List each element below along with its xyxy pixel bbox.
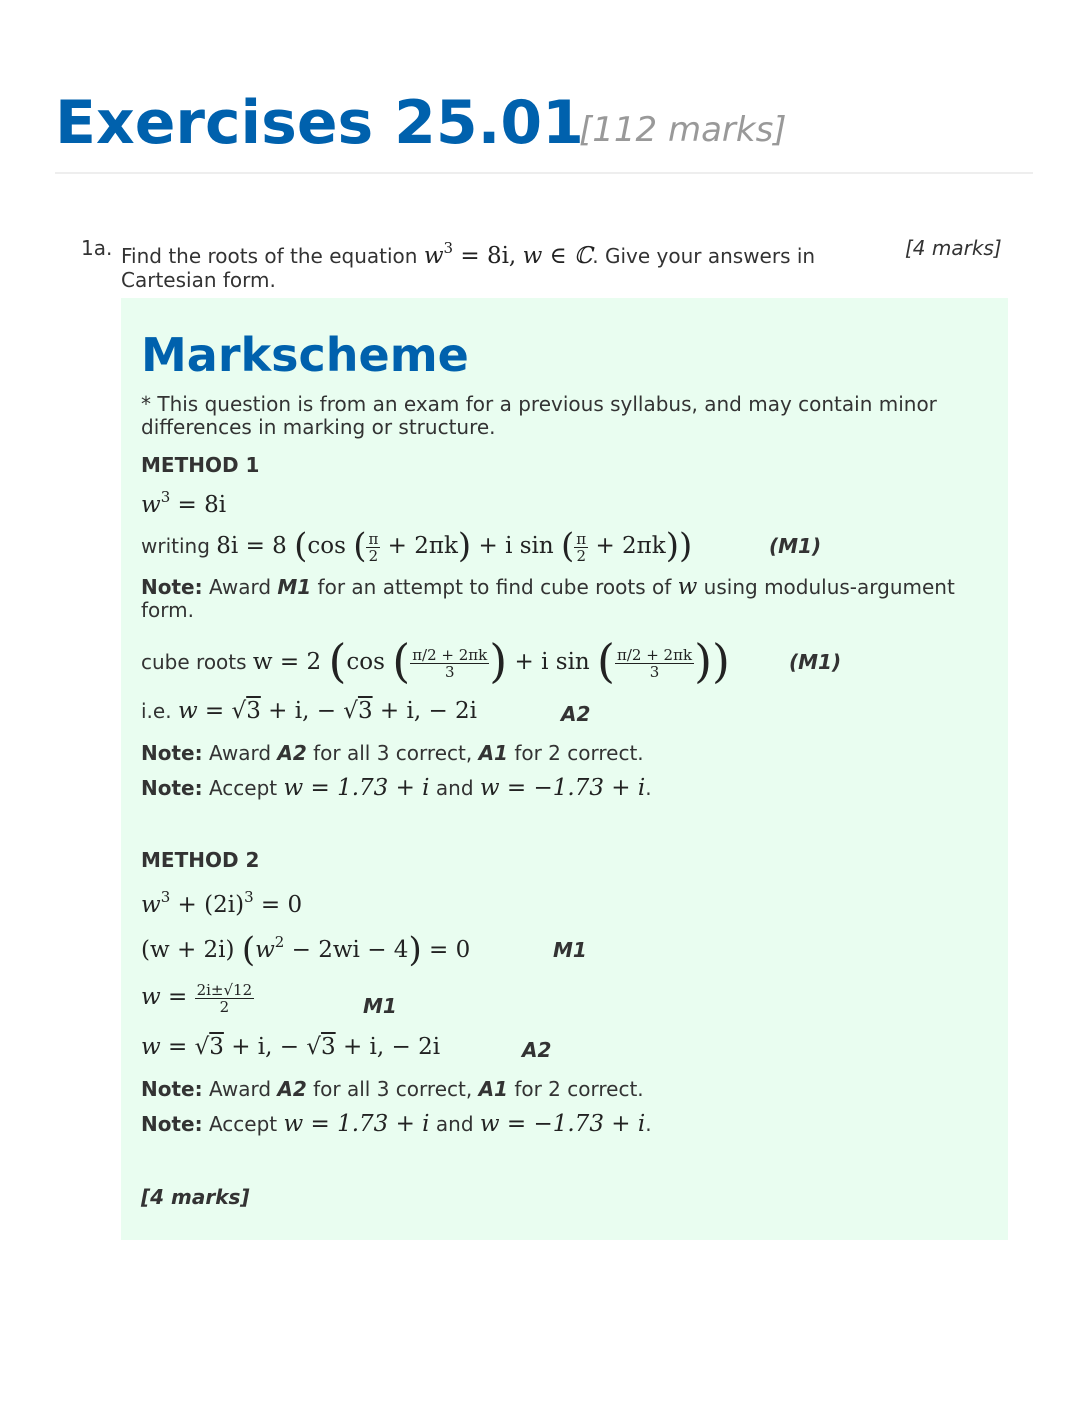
open-paren: ( (353, 526, 367, 566)
ie-label: i.e. (141, 699, 178, 723)
note-text: for all 3 correct, (306, 741, 479, 765)
method1-writing-label: writing (141, 534, 217, 558)
note-text: Award (202, 741, 278, 765)
frac-denominator: 2 (576, 547, 586, 565)
page-header (55, 82, 1033, 174)
note-text: Award (202, 1077, 278, 1101)
note-eq: w = 1.73 + i (283, 1111, 430, 1137)
method1-writing-a: 8i = 8 (216, 533, 295, 559)
close-paren: ) (665, 526, 680, 566)
method1-eq1-pow: 3 (160, 488, 171, 506)
frac-numerator: π/2 + 2πk (412, 646, 488, 664)
question-text (121, 236, 861, 292)
method2-eq2-c: − 2wi − 4 (284, 937, 409, 963)
close-paren: ) (489, 634, 508, 688)
method1-note2 (141, 741, 644, 765)
method1-writing (141, 526, 692, 566)
method1-ie (141, 698, 477, 724)
method1-plus-isin: + i sin (471, 533, 562, 559)
close-paren: ) (712, 634, 730, 688)
frac-numerator: π (368, 530, 379, 548)
method2-eq2-mark: M1 (553, 938, 587, 962)
method2-eq1-c: = 0 (253, 892, 303, 918)
note-text: for an attempt to find cube roots of (311, 575, 678, 599)
method1-heading: METHOD 1 (141, 453, 260, 477)
method2-eq2-b: w (255, 937, 275, 963)
method2-eq3-frac (195, 982, 255, 1015)
note-text: . (645, 1112, 652, 1136)
open-paren: ( (561, 526, 575, 566)
method2-eq3-a: w = (141, 984, 195, 1010)
frac-denominator: 3 (649, 663, 660, 681)
page-title: Exercises 25.01 (55, 88, 584, 158)
method2-eq3-mark: M1 (363, 994, 397, 1018)
method2-eq1-b: + (2i) (170, 892, 245, 918)
open-paren: ( (294, 526, 308, 566)
method1-eq1-rhs: = 8i (170, 492, 227, 518)
note-eq: w = −1.73 + i (479, 775, 646, 801)
question-eq-rest: = 8i, (453, 243, 517, 269)
question-domain: w ∈ ℂ (522, 243, 593, 269)
cube-frac (410, 647, 489, 680)
frac-denominator: 3 (444, 663, 455, 681)
sqrt-sign: √ (343, 698, 358, 724)
method2-eq1 (141, 888, 302, 918)
note-text: for 2 correct. (507, 1077, 644, 1101)
note-text: Accept (202, 776, 284, 800)
note-mark: M1 (277, 575, 312, 599)
method2-eq1-a: w (141, 892, 161, 918)
note-label: Note: (141, 1112, 203, 1136)
close-paren: ) (457, 526, 472, 566)
ie-a: w = (177, 698, 232, 724)
method1-frac-2 (574, 531, 588, 564)
note-w: w (677, 574, 698, 600)
method2-eq4-mark: A2 (522, 1038, 552, 1062)
total-marks: [112 marks] (579, 110, 787, 150)
method2-eq3 (141, 982, 254, 1015)
note-text: Award (202, 575, 278, 599)
note-label: Note: (141, 575, 203, 599)
method2-eq4-c: + i, − 2i (335, 1034, 441, 1060)
note-mark: A1 (478, 1077, 508, 1101)
frac-numerator: π (576, 530, 587, 548)
method2-eq2-d: = 0 (421, 937, 471, 963)
note-text: . (645, 776, 652, 800)
method1-ie-mark: A2 (561, 702, 591, 726)
method2-eq4-sqrt3: 3 (209, 1034, 224, 1060)
method1-plus-2pik-2: + 2πk (588, 533, 666, 559)
note-mark: A2 (277, 1077, 307, 1101)
method1-cos: cos (307, 533, 354, 559)
sqrt-sign: √ (194, 1034, 210, 1060)
question-eq-pow: 3 (443, 239, 454, 257)
method1-eq1 (141, 488, 226, 518)
method2-eq4-b: + i, − (223, 1034, 307, 1060)
method1-writing-mark: (M1) (769, 534, 822, 558)
markscheme-disclaimer: * This question is from an exam for a previous syllabus, and may contain minor differences in marking or structure. (141, 392, 937, 439)
cube-plus-isin: + i sin (507, 649, 598, 675)
note-label: Note: (141, 741, 203, 765)
ie-sqrt3-2: 3 (357, 698, 373, 724)
ie-c: + i, − 2i (372, 698, 478, 724)
close-paren: ) (679, 526, 693, 566)
method2-eq4-a: w = (141, 1034, 195, 1060)
markscheme-panel (121, 298, 1008, 1240)
method2-eq2 (141, 930, 470, 970)
question-text-a: Find the roots of the equation (121, 244, 418, 268)
question-number: 1a. (81, 236, 113, 260)
note-text: and (429, 1112, 480, 1136)
cube-a: w = 2 (252, 649, 329, 675)
note-text: using modulus-argument form. (141, 575, 955, 622)
frac-numerator: 2i±√12 (196, 981, 253, 999)
note-text: Accept (202, 1112, 284, 1136)
frac-denominator: 2 (219, 998, 230, 1016)
open-paren: ( (328, 634, 347, 688)
markscheme-title: Markscheme (141, 328, 469, 382)
cube-label: cube roots (141, 650, 253, 674)
method1-cube-roots (141, 634, 730, 688)
method2-note2 (141, 1111, 652, 1137)
ie-sqrt3: 3 (246, 698, 261, 724)
open-paren: ( (392, 634, 411, 688)
cube-cos: cos (346, 649, 393, 675)
method2-note1 (141, 1077, 644, 1101)
close-paren: ) (408, 930, 422, 970)
method1-cube-mark: (M1) (789, 650, 842, 674)
note-mark: A1 (478, 741, 508, 765)
frac-numerator: π/2 + 2πk (617, 646, 693, 664)
cube-frac-2 (615, 647, 694, 680)
open-paren: ( (597, 634, 615, 688)
method1-note1 (141, 576, 961, 622)
note-label: Note: (141, 776, 203, 800)
method1-eq1-lhs: w (141, 492, 161, 518)
question-eq-w: w (423, 243, 444, 269)
method2-eq2-pow: 2 (274, 933, 285, 951)
question-text-b: . Give your answers in Cartesian form. (121, 244, 816, 292)
note-eq: w = −1.73 + i (479, 1111, 646, 1137)
method2-eq1-pow: 3 (160, 888, 171, 906)
frac-denominator: 2 (368, 547, 379, 565)
note-text: for all 3 correct, (306, 1077, 479, 1101)
method2-eq4 (141, 1034, 440, 1060)
method1-frac (366, 531, 380, 564)
sqrt-sign: √ (231, 698, 247, 724)
note-eq: w = 1.73 + i (283, 775, 430, 801)
sqrt-sign: √ (306, 1034, 322, 1060)
method2-eq2-a: (w + 2i) (141, 937, 242, 963)
method2-eq1-pow2: 3 (244, 888, 254, 906)
note-label: Note: (141, 1077, 203, 1101)
method2-heading: METHOD 2 (141, 848, 260, 872)
ie-b: + i, − (260, 698, 344, 724)
method2-eq4-sqrt3-2: 3 (321, 1034, 336, 1060)
question-marks: [4 marks] (905, 236, 1002, 260)
note-mark: A2 (277, 741, 307, 765)
note-text: and (429, 776, 480, 800)
method1-note3 (141, 775, 652, 801)
method1-plus-2pik: + 2πk (380, 533, 458, 559)
open-paren: ( (241, 930, 256, 970)
markscheme-total: [4 marks] (141, 1185, 250, 1209)
close-paren: ) (694, 634, 713, 688)
note-text: for 2 correct. (507, 741, 644, 765)
